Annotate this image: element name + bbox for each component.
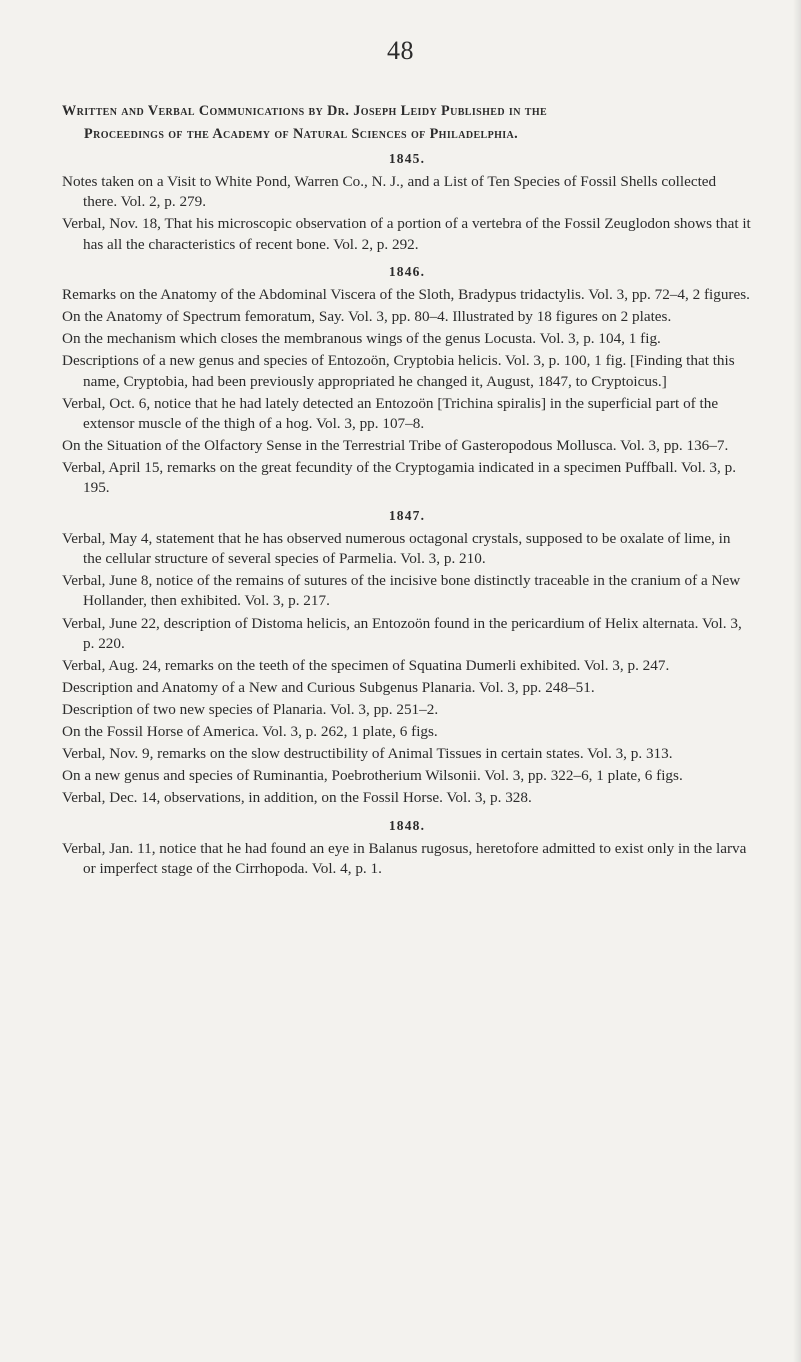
year-section-1848: [62, 815, 752, 880]
year-heading: 1847.: [388, 507, 426, 523]
bibliography-entry: On the Situation of the Olfactory Sense in the Terrestrial Tribe of Gasteropodous Mollusca. Vol. 3, pp. 136–7.: [62, 437, 729, 455]
year-section-1845: [62, 148, 752, 255]
bibliography-entry: Notes taken on a Visit to White Pond, Warren Co., N. J., and a List of Ten Species of Fossil Shells collected there. Vol. 2, p. 279.: [62, 173, 717, 211]
bibliography-entry: On a new genus and species of Ruminantia, Poebrotherium Wilsonii. Vol. 3, pp. 322–6, 1 plate, 6 figs.: [62, 767, 683, 785]
bibliography-entry: Verbal, Oct. 6, notice that he had lately detected an Entozoön [Trichina spiralis] in the superficial part of the extensor muscle of the thigh of a hog. Vol. 3, pp. 107–8.: [62, 394, 719, 432]
bibliography-list: [62, 148, 752, 881]
bibliography-entry: Verbal, May 4, statement that he has observed numerous octagonal crystals, supposed to be oxalate of lime, in the cellular structure of several species of Parmelia. Vol. 3, p. 210.: [62, 529, 731, 568]
bibliography-entry: On the mechanism which closes the membranous wings of the genus Locusta. Vol. 3, p. 104, 1 fig.: [62, 330, 661, 348]
bibliography-entry: Verbal, Nov. 18, That his microscopic observation of a portion of a vertebra of the Fossil Zeuglodon shows that it has all the characteristics of recent bone. Vol. 2, p. 292.: [62, 215, 751, 253]
bibliography-entry: Verbal, June 8, notice of the remains of sutures of the incisive bone distinctly traceable in the cranium of a New Hollander, then exhibited. Vol. 3, p. 217.: [62, 572, 741, 610]
year-section-1847: [62, 505, 752, 809]
bibliography-entry: Descriptions of a new genus and species of Entozoön, Cryptobia helicis. Vol. 3, p. 100, 1 fig. [Finding that this name, Cryptobia, had been previously appropriated he changed it, August, 1847, to Cryptoicus.]: [62, 352, 735, 390]
bibliography-entry: Verbal, Nov. 9, remarks on the slow destructibility of Animal Tissues in certain states. Vol. 3, p. 313.: [62, 745, 673, 763]
bibliography-entry: Remarks on the Anatomy of the Abdominal Viscera of the Sloth, Bradypus tridactylis. Vol. 3, pp. 72–4, 2 figures.: [62, 285, 750, 303]
page-edge-shadow: [793, 0, 801, 1362]
bibliography-entry: On the Anatomy of Spectrum femoratum, Say. Vol. 3, pp. 80–4. Illustrated by 18 figures on 2 plates.: [62, 308, 672, 326]
bibliography-entry: Description and Anatomy of a New and Curious Subgenus Planaria. Vol. 3, pp. 248–51.: [62, 679, 595, 696]
bibliography-entry: Verbal, Dec. 14, observations, in addition, on the Fossil Horse. Vol. 3, p. 328.: [62, 789, 532, 807]
page-heading: [62, 100, 742, 146]
bibliography-entry: Description of two new species of Planaria. Vol. 3, pp. 251–2.: [62, 701, 439, 719]
bibliography-entry: Verbal, June 22, description of Distoma helicis, an Entozoön found in the pericardium of Helix alternata. Vol. 3, p. 220.: [62, 614, 742, 652]
page-number: 48: [387, 36, 414, 65]
year-section-1846: [62, 261, 752, 499]
bibliography-entry: Verbal, Jan. 11, notice that he had found an eye in Balanus rugosus, heretofore admitted to exist only in the larva or imperfect stage of the Cirrhopoda. Vol. 4, p. 1.: [62, 839, 747, 878]
year-heading: 1848.: [388, 817, 426, 833]
bibliography-entry: Verbal, Aug. 24, remarks on the teeth of the specimen of Squatina Dumerli exhibited. Vol. 3, p. 247.: [62, 656, 670, 674]
year-heading: 1845.: [388, 151, 426, 166]
bibliography-entry: Verbal, April 15, remarks on the great fecundity of the Cryptogamia indicated in a specimen Puffball. Vol. 3, p. 195.: [62, 459, 736, 497]
heading-line-1: Written and Verbal Communications by Dr. Joseph Leidy Published in the: [62, 103, 548, 119]
heading-line-2: Proceedings of the Academy of Natural Sciences of Philadelphia.: [84, 126, 519, 142]
bibliography-entry: On the Fossil Horse of America. Vol. 3, p. 262, 1 plate, 6 figs.: [62, 723, 438, 741]
year-heading: 1846.: [388, 263, 426, 279]
